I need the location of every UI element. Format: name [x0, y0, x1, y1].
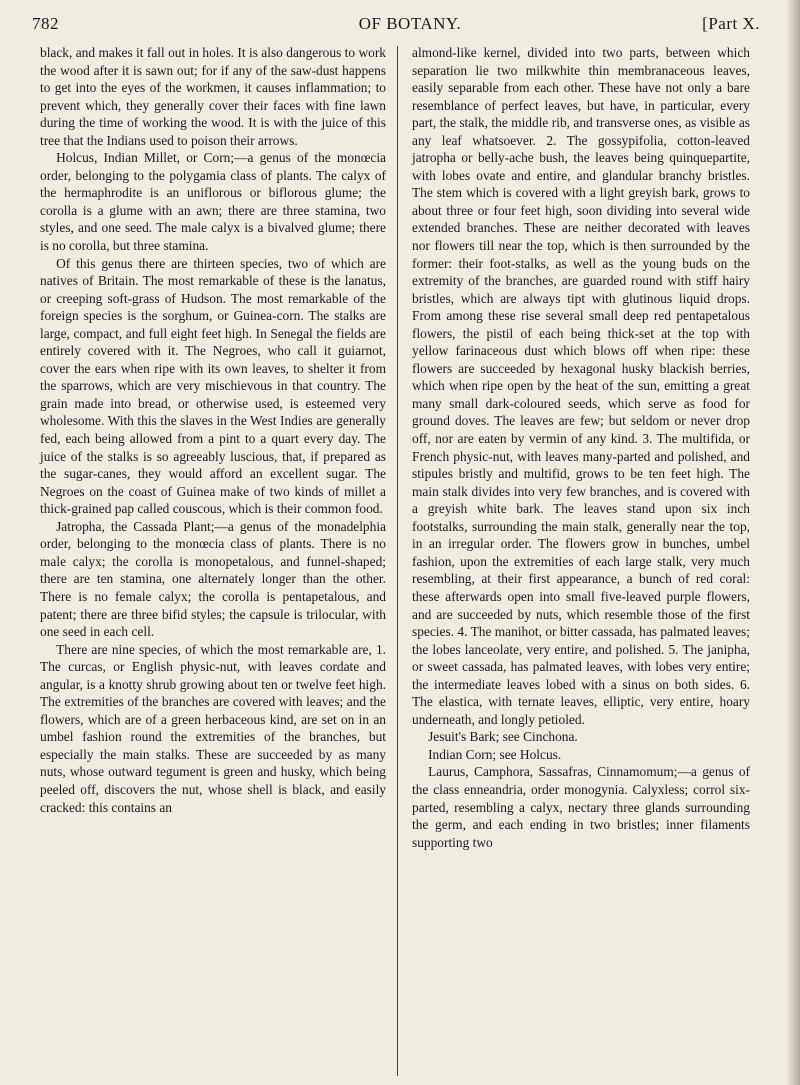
paragraph: almond-like kernel, divided into two parts, between which separation lie two milkwhite thin membranaceous leaves, easily separable from each other. These have not only a bare resemblance of perfect leaves, but have, in particular, every part, the stalk, the middle rib, and transverse ones, as visible as any leaf whatsoever. 2. The gossypifolia, cotton-leaved jatropha or belly-ache bush, the leaves being quinquepartite, with lobes ovate and entire, and glandular branchy bristles. The stem which is covered with a light greyish bark, grows to about three or four feet high, soon dividing into several wide extended branches. These are neither decorated with leaves nor flowers till near the top, which is then surrounded by the former: their foot-stalks, as well as the young buds on the extremity of the branches, are guarded round with stiff hairy bristles, which are always tipt with glutinous liquid drops. From among these rise several small deep red pentapetalous flowers, the pistil of each being thick-set at the top with yellow farinaceous dust which blows off when ripe: these flowers are succeeded by hexagonal husky blackish berries, which when ripe open by the heat of the sun, emitting a great many small dark-coloured seeds, which serve as food for ground doves. The leaves are few; but seldom or never drop off, nor are eaten by vermin of any kind. 3. The multifida, or French physic-nut, with leaves many-parted and polished, and stipules bristly and multifid, grows to be ten feet high. The main stalk divides into very few branches, and is covered with a greyish white bark. The leaves stand upon six inch footstalks, surrounding the main stalk, generally near the top, in an irregular order. The flowers grow in bunches, umbel fashion, upon the extremities of each large stalk, very much resembling, at their first appearance, a bunch of red coral: these afterwards open into small five-leaved purple flowers, and are succeeded by nuts, which resemble those of the first species. 4. The manihot, or bitter cassada, has palmated leaves; the lobes lanceolate, very entire, and polished. 5. The janipha, or sweet cassada, has palmated leaves, with lobes very entire; the intermediate leaves lobed with a sinus on both sides. 6. The elastica, with ternate leaves, elliptic, very entire, hoary underneath, and longly petioled.	[412, 45, 750, 727]
part-label: [Part X.	[702, 14, 760, 33]
page-edge-shadow	[786, 0, 800, 1085]
paragraph: There are nine species, of which the most remarkable are, 1. The curcas, or English physic-nut, with leaves cordate and angular, is a knotty shrub growing about ten or twelve feet high. The extremities of the branches are covered with leaves; and the flowers, which are of a green herbaceous kind, are set on in an umbel fashion round the extremities of the branches, but especially the main stalks. These are succeeded by as many nuts, whose outward tegument is green and husky, which being peeled off, discovers the nut, whose shell is black, and easily cracked: this contains an	[40, 641, 386, 815]
right-column	[412, 44, 750, 851]
entry-jatropha: Jatropha, the Cassada Plant;—a genus of the monadelphia order, belonging to the monœcia class of plants. There is no male calyx; the corolla is monopetalous, and funnel-shaped; there are ten stamina, one alternately longer than the other. There is no female calyx; the corolla is pentapetalous, and patent; there are three bifid styles; the capsule is trilocular, with one seed in each cell.	[40, 518, 386, 640]
left-column	[40, 44, 386, 816]
paragraph: Of this genus there are thirteen species, two of which are natives of Britain. The most remarkable of these is the lanatus, or creeping soft-grass of Hudson. The most remarkable of the foreign species is the sorghum, or Guinea-corn. The stalks are large, compact, and full eight feet high. In Senegal the fields are entirely covered with it. The Negroes, who call it guiarnot, cover the ears when ripe with its own leaves, to shelter it from the sparrows, which are very mischievous in that country. The grain made into bread, or otherwise used, is esteemed very wholesome. With this the slaves in the West Indies are generally fed, each being allowed from a pint to a quart every day. The juice of the stalks is so agreeably luscious, that, if prepared as the sugar-canes, they would afford an excellent sugar. The Negroes on the coast of Guinea make of two kinds of millet a thick-grained pap called couscous, which is their common food.	[40, 255, 386, 517]
running-title: OF BOTANY.	[358, 14, 462, 33]
entry-laurus: Laurus, Camphora, Sassafras, Cinnamomum;—a genus of the class enneandria, order monogynia. Calyxless; corrol six-parted, resembling a calyx, nectary three glands surrounding the germ, and each ending in two bristles; inner filaments supporting two	[412, 764, 750, 850]
running-header	[32, 12, 780, 38]
entry-indian-corn: Indian Corn; see Holcus.	[428, 746, 562, 762]
paragraph: black, and makes it fall out in holes. It is also dangerous to work the wood after it is sawn out; for if any of the saw-dust happens to get into the eyes of the workmen, it causes inflammation; to prevent which, they generally cover their faces with fine lawn during the time of working the wood. It is with the juice of this tree that the Indians used to poison their arrows.	[40, 45, 386, 148]
book-page	[32, 12, 780, 1072]
entry-jesuits-bark: Jesuit's Bark; see Cinchona.	[428, 729, 578, 745]
column-divider	[397, 46, 398, 1076]
entry-holcus: Holcus, Indian Millet, or Corn;—a genus of the monœcia order, belonging to the polygamia class of plants. The calyx of the hermaphrodite is an uniflorous or biflorous glume; the corolla is a glume with an awn; there are three stamina, two styles, and one seed. The male calyx is a bivalved glume; there is no corolla, but three stamina.	[40, 150, 386, 254]
page-number: 782	[32, 14, 59, 33]
